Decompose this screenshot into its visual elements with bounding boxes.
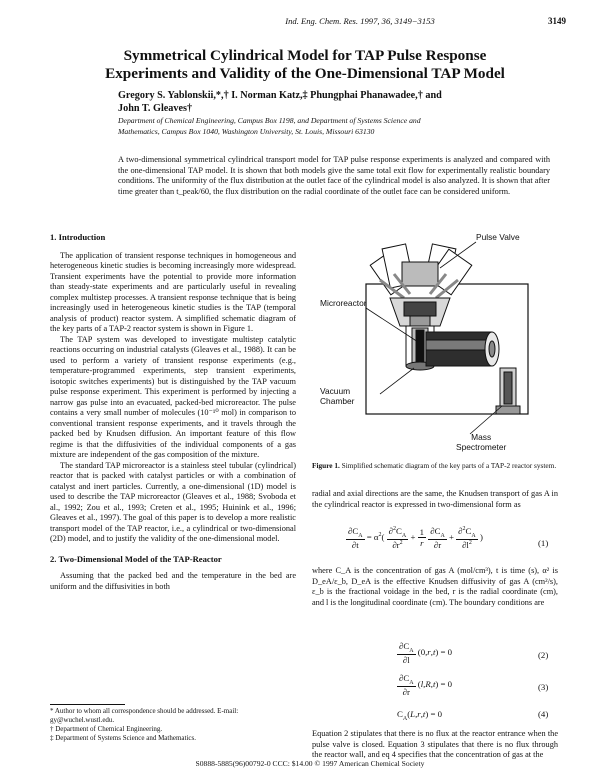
equation-4-number: (4): [538, 709, 549, 719]
abstract: A two-dimensional symmetrical cylindrical transport model for TAP pulse response experiments is analyzed and compared with the one-dimensional TAP model. It is shown that both models give the same total exit flow for experimentally realistic boundary conditions. The uniformity of the flux distribution at the outlet face of the cylindrical model is also analyzed. It is shown that after time greater than t_peak/60, the flux distribution on the radial coordinate of the outlet face can be considered uniform.: [118, 155, 550, 196]
caption-label: Figure 1.: [312, 461, 340, 470]
equation-2: $\frac{\partial C_A}{\partial l}$ (0,r,t) = 0: [399, 641, 453, 665]
footnote-rule: [50, 704, 125, 705]
section-1-heading: 1. Introduction: [50, 232, 106, 242]
label-microreactor: Microreactor: [320, 298, 367, 308]
footnote-1: * Author to whom all correspondence should be addressed. E-mail: gy@wuchel.wustl.edu.: [50, 707, 239, 724]
footnotes: [50, 707, 300, 743]
where-paragraph: where C_A is the concentration of gas A (mol/cm³), t is time (s), α² is D_eA/ε_b, D_eA is the effective Knudsen diffusivity of gas A (cm²/s), ε_b is the fractional voidage in the bed, r is the radial coordinate (cm), and l is the longitudinal coordinate (cm). The boundary conditions are: [312, 566, 558, 607]
section-2-heading: 2. Two-Dimensional Model of the TAP-Reactor: [50, 553, 222, 564]
label-mass: Mass: [471, 432, 492, 442]
page-number: 3149: [548, 16, 566, 26]
right-column-intro: radial and axial directions are the same, the Knudsen transport of gas A in the cylindrical reactor is expressed in two-dimensional form as: [312, 489, 558, 509]
tap-reactor-diagram: [318, 228, 558, 454]
affiliation: [118, 116, 538, 137]
footnote-2: † Department of Chemical Engineering.: [50, 725, 163, 733]
intro-paragraph-2: The TAP system was developed to investigate multistep catalytic reactions occurring on industrial catalysts (Gleaves et al., 1988). It can be used to perform a variety of transient response experiments (e.g., temperature-programmed experiments, step transient experiments, isotopic switches experiments) but is distinguished by the TAP vacuum pulse response experiment. This experiment is performed by injecting a narrow gas pulse into an evacuated, packed-bed microreactor. The pulse contains a very small number of molecules (10⁻¹⁰ mol) in comparison to conventional transient response experiments, and it travels through the packed bed by Knudsen diffusion. An important feature of this flow regime is that the diffusivities of the individual components of a gas mixture are independent of the gas composition of the mixture.: [50, 334, 296, 459]
equation-4: $C_A(L,r,t) = 0$: [397, 709, 443, 722]
section-2-paragraph-1: Assuming that the packed bed and the temperature in the bed are uniform and the diffusivities in both: [50, 571, 296, 591]
figure-1: [318, 228, 558, 454]
equation-2-number: (2): [538, 650, 549, 660]
intro-paragraph-1: The application of transient response techniques in homogeneous and heterogeneous kinetic studies is becoming increasingly more widespread. Transient experiments have the potential to provide more information than steady-state experiments and are particularly useful in revealing complex multistep processes. A transient response technique that is being increasingly used in heterogeneous kinetic studies is the TAP (temporal analysis of product) reactor system. A simplified schematic diagram of the key parts of a TAP-2 reactor system is shown in Figure 1.: [50, 250, 296, 333]
intro-paragraph-3: The standard TAP microreactor is a stainless steel tubular (cylindrical) reactor that is packed with catalyst particles or with a combination of catalyst and inert particles. Currently, a one-dimensional (1D) model is used to describe the TAP microreactor (Gleaves et al., 1988; Svoboda et al., 1992; Zou et al., 1993; Creten et al., 1995; Huinink et al., 1996; Gleaves et al., 1997). The goal of this paper is to develop a more realistic transport model of the TAP reactor, i.e., a cylindrical or two-dimensional (2D) model, and to justify the validity of the one-dimensional model.: [50, 460, 296, 543]
paper-title: [50, 47, 560, 83]
equation-3-number: (3): [538, 682, 549, 692]
journal-reference: Ind. Eng. Chem. Res. 1997, 36, 3149−3153: [285, 16, 435, 26]
label-pulse-valve: Pulse Valve: [476, 232, 520, 242]
reactor-cylinder: [426, 332, 499, 366]
pulse-valve-assembly: [370, 244, 472, 298]
footnote-3: ‡ Department of Systems Science and Mathematics.: [50, 734, 196, 742]
label-mass-spectrometer: [456, 432, 506, 452]
label-chamber: Chamber: [320, 396, 355, 406]
affiliation-line-1: Department of Chemical Engineering, Campus Box 1198, and Department of Systems Science and: [118, 116, 421, 125]
label-vacuum: Vacuum: [320, 386, 351, 396]
equation-1: $\frac{\partial C_A}{\partial t}$ = $\alpha^2$( $\frac{\partial^2C_A}{\partial r^2}$ + $\frac{1}{r}$ $\frac{\partial C_A}{\partial r}$ + $\frac{\partial^2C_A}{\partial l^2}$ ): [348, 526, 483, 550]
equation-1-number: (1): [538, 538, 549, 548]
right-column-bottom: Equation 2 stipulates that there is no flux at the reactor entrance when the pulse valve is closed. Equation 3 stipulates that there is no flux through the reactor wall, and eq 4 specifies that the concentration of gas at the: [312, 729, 558, 759]
equation-3: $\frac{\partial C_A}{\partial r}$ (l,R,t) = 0: [399, 673, 453, 697]
label-vacuum-chamber: [320, 386, 354, 406]
authors-line-1: Gregory S. Yablonskii,*,† I. Norman Katz,‡ Phungphai Phanawadee,† and: [118, 90, 442, 101]
authors-line-2: John T. Gleaves†: [118, 103, 193, 114]
title-line-2: Experiments and Validity of the One-Dimensional TAP Model: [105, 65, 505, 82]
figure-1-caption: [312, 461, 558, 470]
label-spectrometer: Spectrometer: [456, 442, 507, 452]
affiliation-line-2: Mathematics, Campus Box 1040, Washington University, St. Louis, Missouri 63130: [118, 126, 375, 136]
caption-text: Simplified schematic diagram of the key parts of a TAP-2 reactor system.: [341, 461, 557, 470]
valve-manifold: [390, 298, 450, 328]
left-column: [50, 232, 296, 592]
title-line-1: Symmetrical Cylindrical Model for TAP Pulse Response: [123, 47, 487, 64]
authors: [118, 89, 538, 115]
copyright-line: S0888-5885(96)00792-0 CCC: $14.00 © 1997 American Chemical Society: [195, 759, 425, 768]
mass-spectrometer: [496, 368, 520, 414]
